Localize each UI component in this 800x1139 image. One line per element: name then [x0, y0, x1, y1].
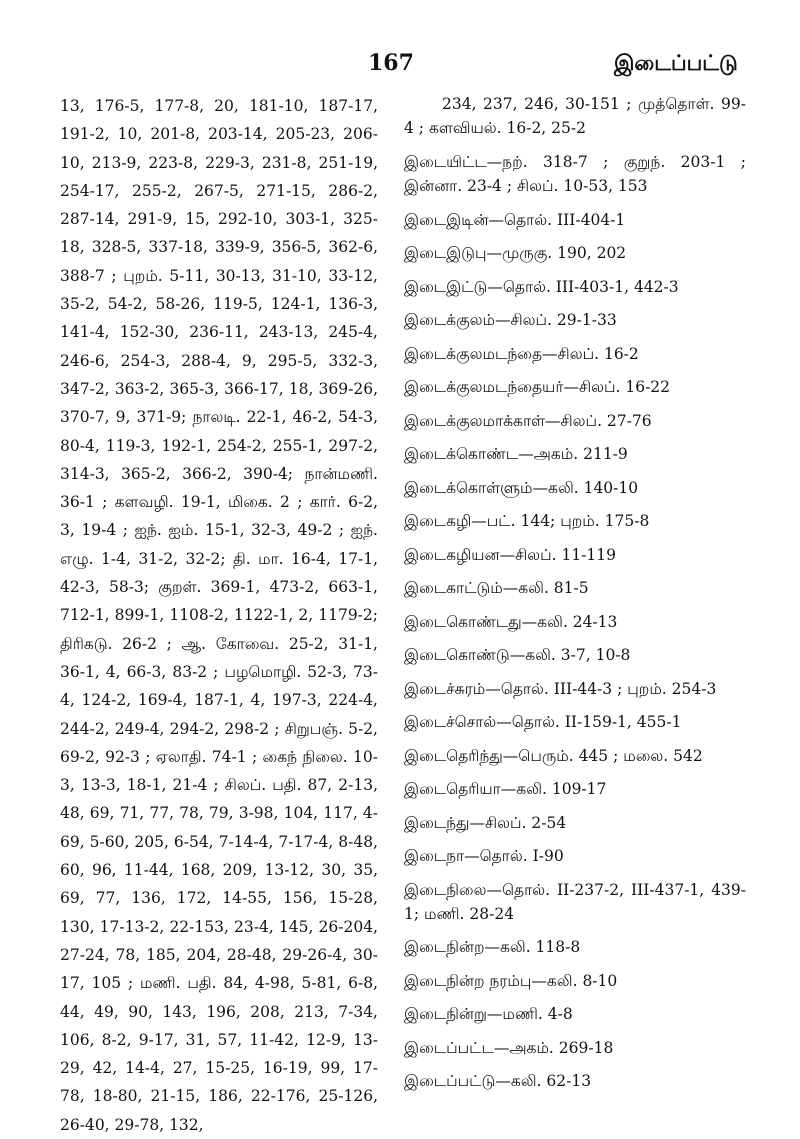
- page-number: 167: [368, 50, 414, 76]
- index-entry: இடைதெரிந்து—பெரும். 445 ; மலை. 542: [404, 746, 703, 765]
- index-entry: இடைகொண்டு—கலி. 3-7, 10-8: [404, 646, 631, 664]
- index-entry: இடைகழியன—சிலப். 11-119: [404, 545, 617, 564]
- index-entry: இடைநா—தொல். I-90: [404, 847, 564, 865]
- index-entry: இடைக்குலம்—சிலப். 29-1-33: [404, 311, 617, 329]
- index-entry: இடைஇடுபு—முருகு. 190, 202: [404, 244, 627, 262]
- index-entry: இடைந்து—சிலப். 2-54: [404, 813, 567, 832]
- index-entry: இடைப்பட்ட—அகம். 269-18: [404, 1038, 614, 1057]
- index-entry: இடைச்சுரம்—தொல். III-44-3 ; புறம். 254-3: [404, 679, 717, 698]
- index-entry: இடைநின்ற நரம்பு—கலி. 8-10: [404, 971, 618, 990]
- index-entry: இடைக்கொண்ட—அகம். 211-9: [404, 445, 628, 463]
- continuation-text: 234, 237, 246, 30-151 ; முத்தொள். 99-4 ; களவியல். 16-2, 25-2: [404, 95, 746, 137]
- index-entry: இடைஇட்டு—தொல். III-403-1, 442-3: [404, 277, 679, 296]
- index-entry: இடையிட்ட—நற். 318-7 ; குறுந். 203-1 ; இன்னா. 23-4 ; சிலப். 10-53, 153: [404, 153, 746, 195]
- index-entry: இடைக்குலமாக்காள்—சிலப். 27-76: [404, 411, 652, 430]
- right-column: [404, 92, 746, 1103]
- index-entry: இடைநின்ற—கலி. 118-8: [404, 938, 581, 956]
- index-entry: இடைநின்று—மணி. 4-8: [404, 1005, 573, 1023]
- index-entry: இடைக்குலமடந்தை—சிலப். 16-2: [404, 344, 639, 363]
- index-entry: இடைச்சொல்—தொல். II-159-1, 455-1: [404, 713, 682, 731]
- index-entry: இடைக்குலமடந்தையர்—சிலப். 16-22: [404, 378, 671, 396]
- running-head: இடைப்பட்டு: [614, 50, 738, 75]
- index-entry: இடைஇடின்—தொல். III-404-1: [404, 210, 626, 229]
- index-entry: இடைப்பட்டு—கலி. 62-13: [404, 1072, 592, 1090]
- index-entry: இடைதெரியா—கலி. 109-17: [404, 780, 607, 798]
- left-column: [60, 92, 378, 1139]
- index-entry: இடைகாட்டும்—கலி. 81-5: [404, 579, 589, 597]
- index-entry: இடைகழி—பட். 144; புறம். 175-8: [404, 512, 650, 530]
- left-column-text: 13, 176-5, 177-8, 20, 181-10, 187-17, 191-2, 10, 201-8, 203-14, 205-23, 206-10, 213-9, 223-8, 229-3, 231-8, 251-19, 254-17, 255-2, 267-5, 271-15, 286-2, 287-14, 291-9, 15, 292-10, 303-1, 325-18, 328-5, 337-18, 339-9, 356-5, 362-6, 388-7 ; புறம். 5-11, 30-13, 31-10, 33-12, 35-2, 54-2, 58-26, 119-5, 124-1, 136-3, 141-4, 152-30, 236-11, 243-13, 245-4, 246-6, 254-3, 288-4, 9, 295-5, 332-3, 347-2, 363-2, 365-3, 366-17, 18, 369-26, 370-7, 9, 371-9; நாலடி. 22-1, 46-2, 54-3, 80-4, 119-3, 192-1, 254-2, 255-1, 297-2, 314-3, 365-2, 366-2, 390-4; நான்மணி. 36-1 ; களவழி. 19-1, மிகை. 2 ; கார். 6-2, 3, 19-4 ; ஐந். ஐம். 15-1, 32-3, 49-2 ; ஐந். எழு. 1-4, 31-2, 32-2; தி. மா. 16-4, 17-1, 42-3, 58-3; குறள். 369-1, 473-2, 663-1, 712-1, 899-1, 1108-2, 1122-1, 2, 1179-2; திரிகடு. 26-2 ; ஆ. கோவை. 25-2, 31-1, 36-1, 4, 66-3, 83-2 ; பழமொழி. 52-3, 73-4, 124-2, 169-4, 187-1, 4, 197-3, 224-4, 244-2, 249-4, 294-2, 298-2 ; சிறுபஞ். 5-2, 69-2, 92-3 ; ஏலாதி. 74-1 ; கைந் நிலை. 10-3, 13-3, 18-1, 21-4 ; சிலப். பதி. 87, 2-13, 48, 69, 71, 77, 78, 79, 3-98, 104, 117, 4-69, 5-60, 205, 6-54, 7-14-4, 7-17-4, 8-48, 60, 96, 11-44, 168, 209, 13-12, 30, 35, 69, 77, 136, 172, 14-55, 156, 15-28, 130, 17-13-2, 22-153, 23-4, 145, 26-204, 27-24, 78, 185, 204, 28-48, 29-26-4, 30-17, 105 ; மணி. பதி. 84, 4-98, 5-81, 6-8, 44, 49, 90, 143, 196, 208, 213, 7-34, 106, 8-2, 9-17, 31, 57, 11-42, 12-9, 13-29, 42, 14-4, 27, 15-25, 16-19, 99, 17-78, 18-80, 21-15, 186, 22-176, 25-126, 26-40, 29-78, 132,: [60, 97, 378, 1134]
- index-entry: இடைகொண்டது—கலி. 24-13: [404, 612, 618, 631]
- index-entry: இடைநிலை—தொல். II-237-2, III-437-1, 439-1; மணி. 28-24: [404, 880, 746, 923]
- index-entry: இடைக்கொள்ளும்—கலி. 140-10: [404, 478, 639, 497]
